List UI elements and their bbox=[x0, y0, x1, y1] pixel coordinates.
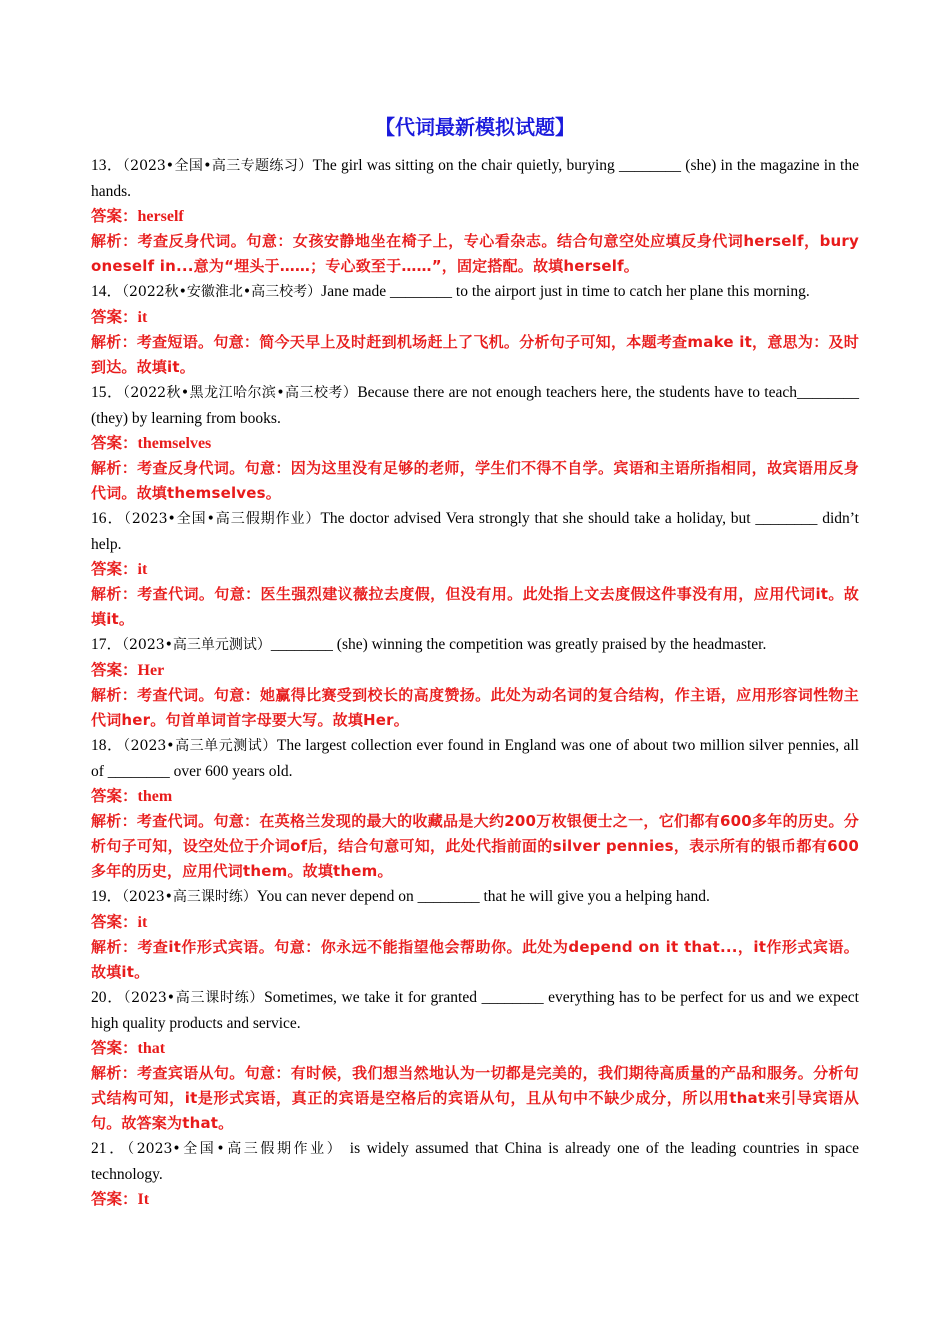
question-text bbox=[91, 506, 859, 557]
answer-value: themselves bbox=[137, 435, 212, 452]
analysis-text: 解析：考查代词。句意：她赢得比赛受到校长的高度赞扬。此处为动名词的复合结构，作主语，应用形容词性物主代词her。句首单词首字母要大写。故填Her。 bbox=[91, 686, 859, 729]
question-source: （2023•全国•高三假期作业） bbox=[123, 511, 321, 527]
question-block bbox=[91, 153, 859, 279]
question-block bbox=[91, 506, 859, 632]
question-source: （2023•高三单元测试） bbox=[123, 738, 277, 754]
question-text bbox=[91, 153, 859, 204]
question-body: The largest collection ever found in England was one of about two million silver pennies, all of ________ over 600 years old. bbox=[91, 737, 859, 780]
question-block bbox=[91, 733, 859, 884]
question-body: ________ (she) winning the competition was greatly praised by the headmaster. bbox=[270, 636, 767, 653]
question-number: 13． bbox=[91, 157, 123, 174]
question-body: The doctor advised Vera strongly that she should take a holiday, but ________ didn’t help. bbox=[91, 510, 859, 553]
question-body: is widely assumed that China is already one of the leading countries in space technology. bbox=[91, 1140, 859, 1183]
question-source: （2023•高三单元测试） bbox=[122, 637, 271, 653]
answer-line bbox=[91, 431, 859, 456]
page-title: 【代词最新模拟试题】 bbox=[375, 115, 575, 139]
question-text bbox=[91, 632, 859, 658]
analysis-text: 解析：考查代词。句意：在英格兰发现的最大的收藏品是大约200万枚银便士之一，它们都有600多年的历史。分析句子可知，设空处位于介词of后，结合句意可知，此处代指前面的silver pennies，表示所有的银币都有600多年的历史，应用代词them。故填them。 bbox=[91, 812, 859, 880]
question-body: Sometimes, we take it for granted ________ everything has to be perfect for us and we expect high quality products and service. bbox=[91, 989, 859, 1032]
question-block bbox=[91, 1136, 859, 1212]
answer-label: 答案： bbox=[91, 560, 138, 578]
question-number: 16． bbox=[91, 510, 124, 527]
question-number: 14． bbox=[91, 283, 123, 300]
question-block bbox=[91, 380, 859, 506]
question-text bbox=[91, 380, 859, 431]
question-text bbox=[91, 279, 859, 305]
question-number: 20． bbox=[91, 989, 124, 1006]
answer-value: it bbox=[137, 561, 148, 578]
analysis-text: 解析：考查短语。句意：简今天早上及时赶到机场赶上了飞机。分析句子可知，本题考查make it，意思为：及时到达。故填it。 bbox=[91, 333, 859, 376]
answer-value: It bbox=[137, 1191, 150, 1208]
question-source: （2023•全国•高三专题练习） bbox=[122, 158, 313, 174]
analysis-text: 解析：考查宾语从句。句意：有时候，我们想当然地认为一切都是完美的，我们期待高质量的产品和服务。分析句式结构可知，it是形式宾语，真正的宾语是空格后的宾语从句，且从句中不缺少成分，所以用that来引导宾语从句。故答案为that。 bbox=[91, 1064, 859, 1132]
answer-label: 答案： bbox=[91, 1039, 138, 1057]
answer-label: 答案： bbox=[91, 661, 138, 679]
question-number: 17． bbox=[91, 636, 123, 653]
question-list bbox=[91, 153, 859, 1212]
question-text bbox=[91, 733, 859, 784]
question-block bbox=[91, 632, 859, 733]
question-body: The girl was sitting on the chair quietly, burying ________ (she) in the magazine in the hands. bbox=[91, 157, 859, 200]
question-block bbox=[91, 884, 859, 985]
answer-line bbox=[91, 557, 859, 582]
question-number: 21． bbox=[91, 1140, 128, 1157]
answer-line bbox=[91, 305, 859, 330]
answer-value: them bbox=[137, 788, 173, 805]
question-text bbox=[91, 985, 859, 1036]
question-source: （2023•全国•高三假期作业） bbox=[127, 1141, 344, 1157]
analysis-text: 解析：考查反身代词。句意：因为这里没有足够的老师，学生们不得不自学。宾语和主语所指相同，故宾语用反身代词。故填themselves。 bbox=[91, 459, 859, 502]
answer-line bbox=[91, 204, 859, 229]
answer-label: 答案： bbox=[91, 207, 138, 225]
answer-line bbox=[91, 910, 859, 935]
answer-value: herself bbox=[137, 208, 184, 225]
answer-value: Her bbox=[137, 662, 165, 679]
question-number: 15． bbox=[91, 384, 123, 401]
question-body: You can never depend on ________ that he will give you a helping hand. bbox=[256, 888, 710, 905]
answer-line bbox=[91, 1187, 859, 1212]
analysis-text: 解析：考查代词。句意：医生强烈建议薇拉去度假，但没有用。此处指上文去度假这件事没有用，应用代词it。故填it。 bbox=[91, 585, 859, 628]
answer-label: 答案： bbox=[91, 913, 138, 931]
answer-line bbox=[91, 784, 859, 809]
question-body: Jane made ________ to the airport just in time to catch her plane this morning. bbox=[321, 283, 810, 300]
analysis-text: 解析：考查it作形式宾语。句意：你永远不能指望他会帮助你。此处为depend on it that...，it作形式宾语。故填it。 bbox=[91, 938, 859, 981]
question-text bbox=[91, 884, 859, 910]
analysis-text: 解析：考查反身代词。句意：女孩安静地坐在椅子上，专心看杂志。结合句意空处应填反身代词herself，bury oneself in...意为“埋头于……；专心致至于……”，固定搭配。故填herself。 bbox=[91, 232, 859, 275]
question-source: （2023•高三课时练） bbox=[122, 889, 257, 905]
answer-label: 答案： bbox=[91, 434, 138, 452]
answer-value: it bbox=[137, 914, 148, 931]
question-source: （2022秋•安徽淮北•高三校考） bbox=[122, 284, 322, 300]
answer-label: 答案： bbox=[91, 308, 138, 326]
question-number: 18． bbox=[91, 737, 124, 754]
answer-label: 答案： bbox=[91, 787, 138, 805]
answer-value: that bbox=[137, 1040, 166, 1057]
question-source: （2022秋•黑龙江哈尔滨•高三校考） bbox=[122, 385, 358, 401]
answer-line bbox=[91, 658, 859, 683]
question-block bbox=[91, 279, 859, 380]
question-text bbox=[91, 1136, 859, 1187]
answer-line bbox=[91, 1036, 859, 1061]
answer-value: it bbox=[137, 309, 148, 326]
question-body: Because there are not enough teachers here, the students have to teach________ (they) by learning from books. bbox=[91, 384, 859, 427]
question-block bbox=[91, 985, 859, 1136]
question-number: 19． bbox=[91, 888, 123, 905]
answer-label: 答案： bbox=[91, 1190, 138, 1208]
question-source: （2023•高三课时练） bbox=[123, 990, 265, 1006]
